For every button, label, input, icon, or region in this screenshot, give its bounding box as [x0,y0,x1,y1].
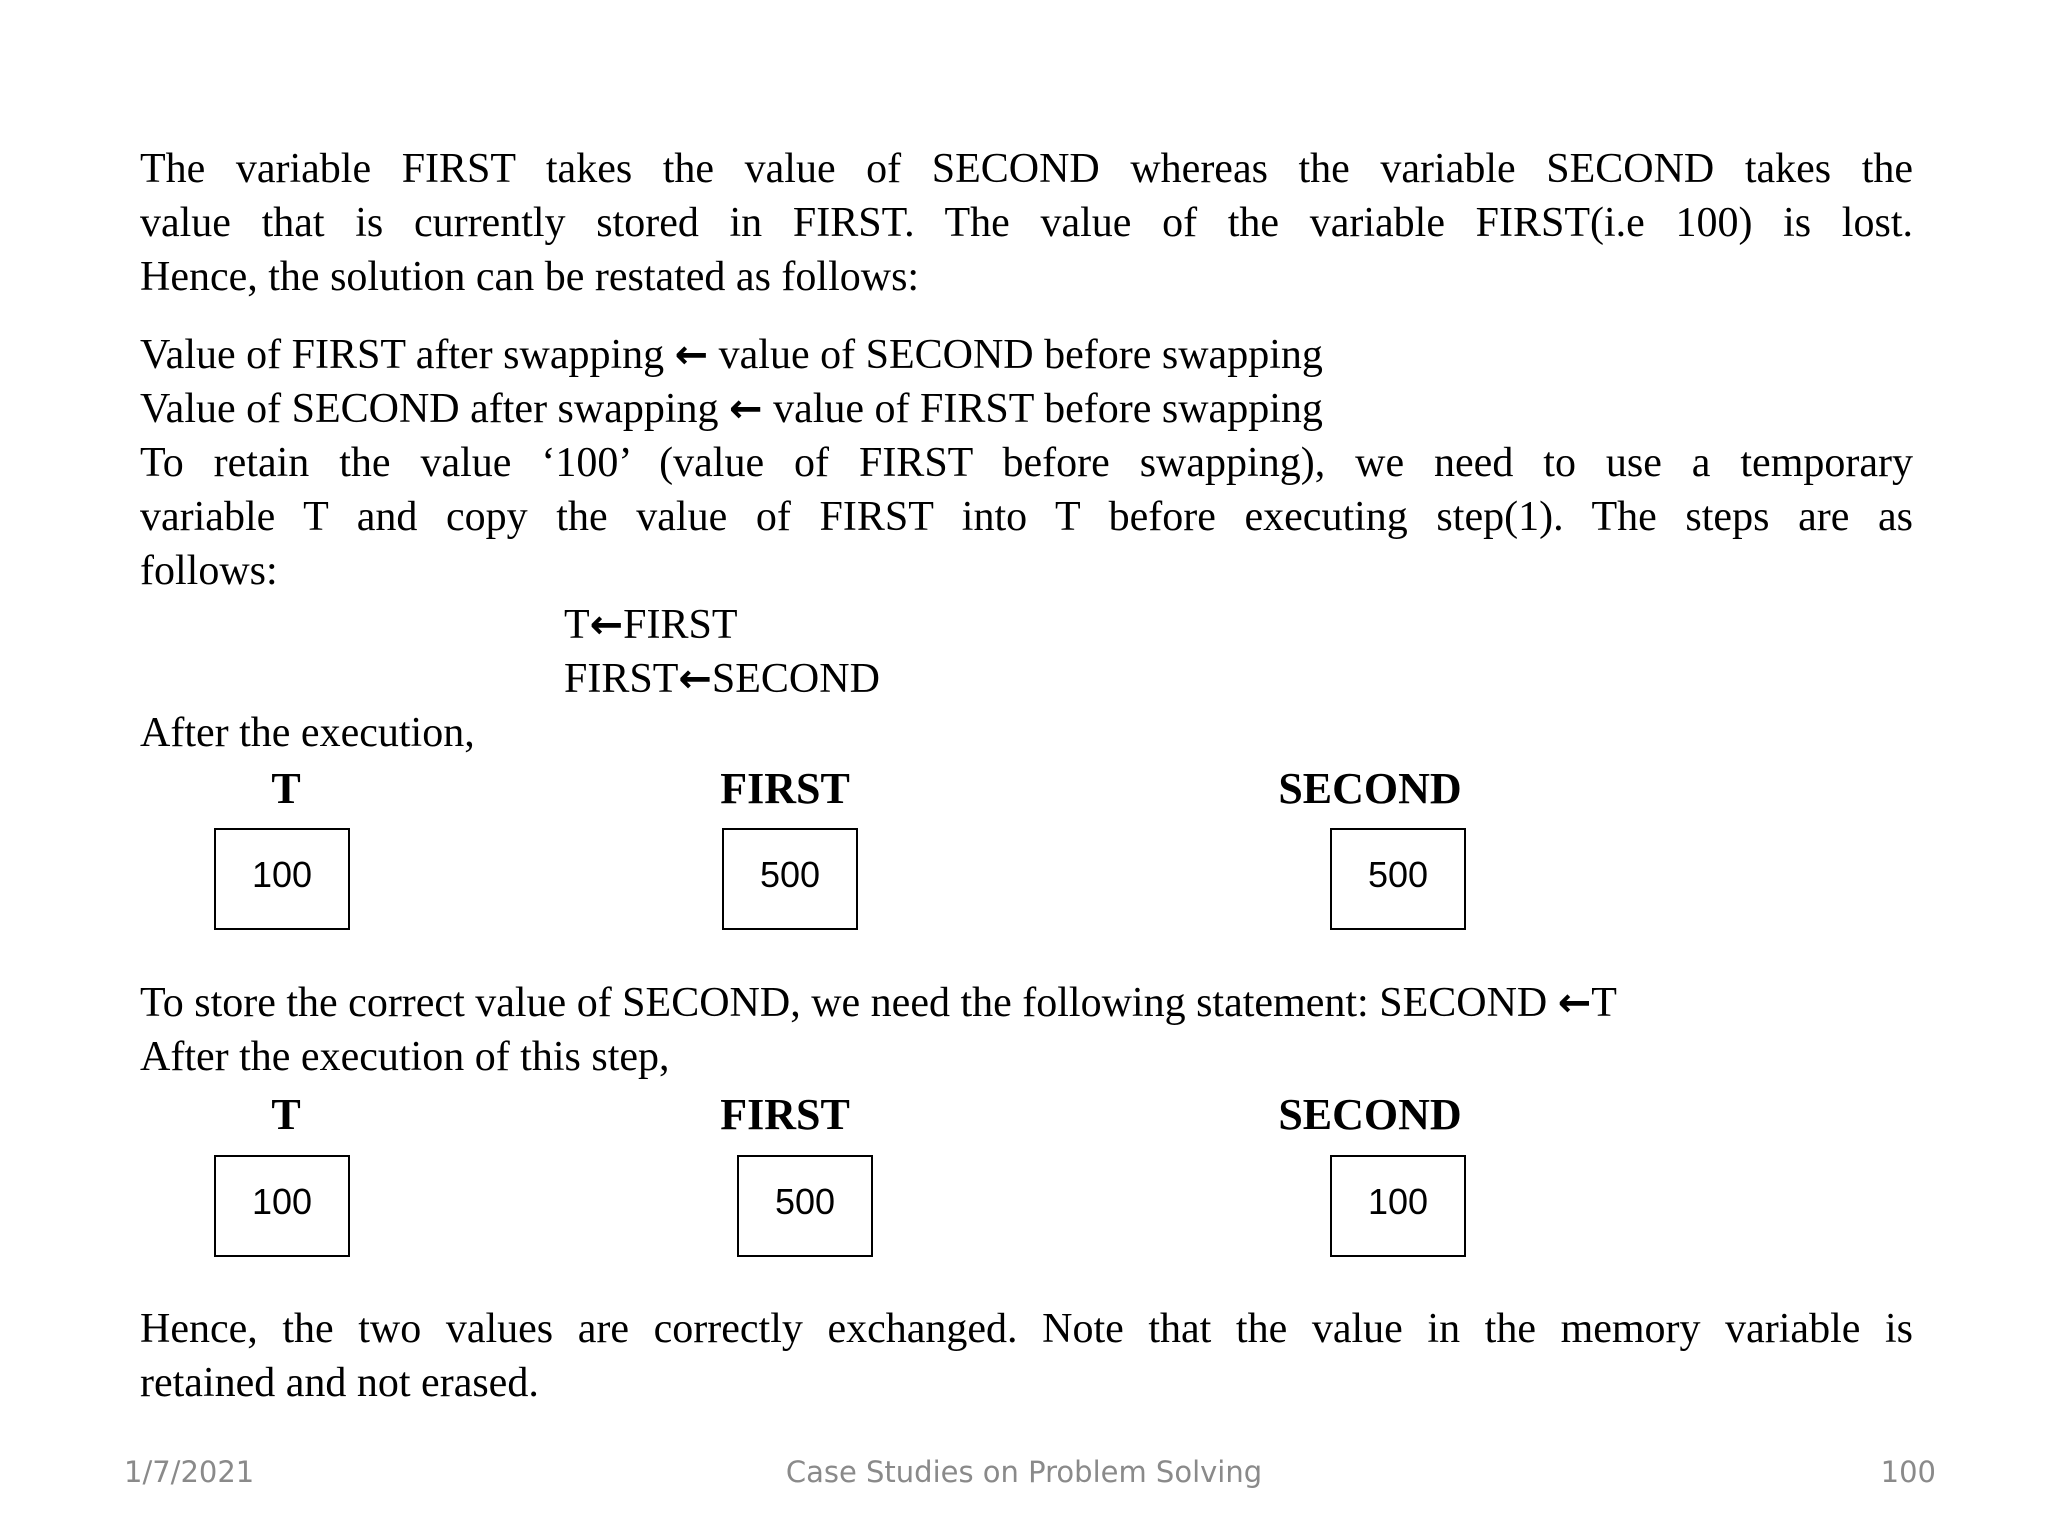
step-line-1 [564,598,738,652]
step-2-left: FIRST [564,656,679,702]
rule-line-2 [140,382,1323,436]
rule-2-left: Value of SECOND after swapping [140,386,719,432]
footer-title: Case Studies on Problem Solving [785,1455,1263,1489]
paragraph-line: The variable FIRST takes the value of SECOND whereas the variable SECOND takes the [140,146,1913,192]
step-2-right: SECOND [711,656,880,702]
value-box-first: 500 [737,1155,873,1257]
left-arrow-icon: ← [729,386,763,432]
paragraph-line: follows: [140,548,278,594]
value-box-first: 500 [722,828,858,930]
left-arrow-icon: ← [674,332,709,378]
rule-1-left: Value of FIRST after swapping [140,332,665,378]
label-second: SECOND [1278,1090,1462,1139]
paragraph-line: variable T and copy the value of FIRST into T before executing step(1). The steps are as [140,494,1913,540]
paragraph-line: Hence, the two values are correctly exchanged. Note that the value in the memory variable is [140,1306,1913,1352]
paragraph-line: Hence, the solution can be restated as follows: [140,254,920,300]
rule-1-right: value of SECOND before swapping [718,332,1323,378]
rule-2-right: value of FIRST before swapping [773,386,1323,432]
after-execution-text: After the execution, [140,710,475,756]
paragraph-line: To retain the value ‘100’ (value of FIRST before swapping), we need to use a temporary [140,440,1913,486]
label-first: FIRST [720,764,850,813]
statement-text: To store the correct value of SECOND, we need the following statement: SECOND [140,980,1558,1026]
step-1-right: FIRST [623,602,738,648]
label-t: T [271,764,301,813]
left-arrow-icon: ← [1557,980,1592,1026]
value-box-t: 100 [214,828,350,930]
step-1-left: T [564,602,590,648]
label-first: FIRST [720,1090,850,1139]
footer-date: 1/7/2021 [124,1455,255,1489]
left-arrow-icon: ← [589,602,624,648]
value-box-second: 100 [1330,1155,1466,1257]
step-line-2 [564,652,880,706]
statement-target: T [1591,980,1617,1026]
label-t: T [271,1090,301,1139]
left-arrow-icon: ← [678,656,712,702]
value-box-t: 100 [214,1155,350,1257]
after-step-text: After the execution of this step, [140,1034,670,1080]
label-second: SECOND [1278,764,1462,813]
footer-page-number: 100 [1880,1455,1936,1489]
paragraph-line: retained and not erased. [140,1360,539,1406]
value-box-second: 500 [1330,828,1466,930]
statement-line [140,976,1617,1030]
paragraph-line: value that is currently stored in FIRST. The value of the variable FIRST(i.e 100) is lost. [140,200,1913,246]
rule-line-1 [140,328,1323,382]
